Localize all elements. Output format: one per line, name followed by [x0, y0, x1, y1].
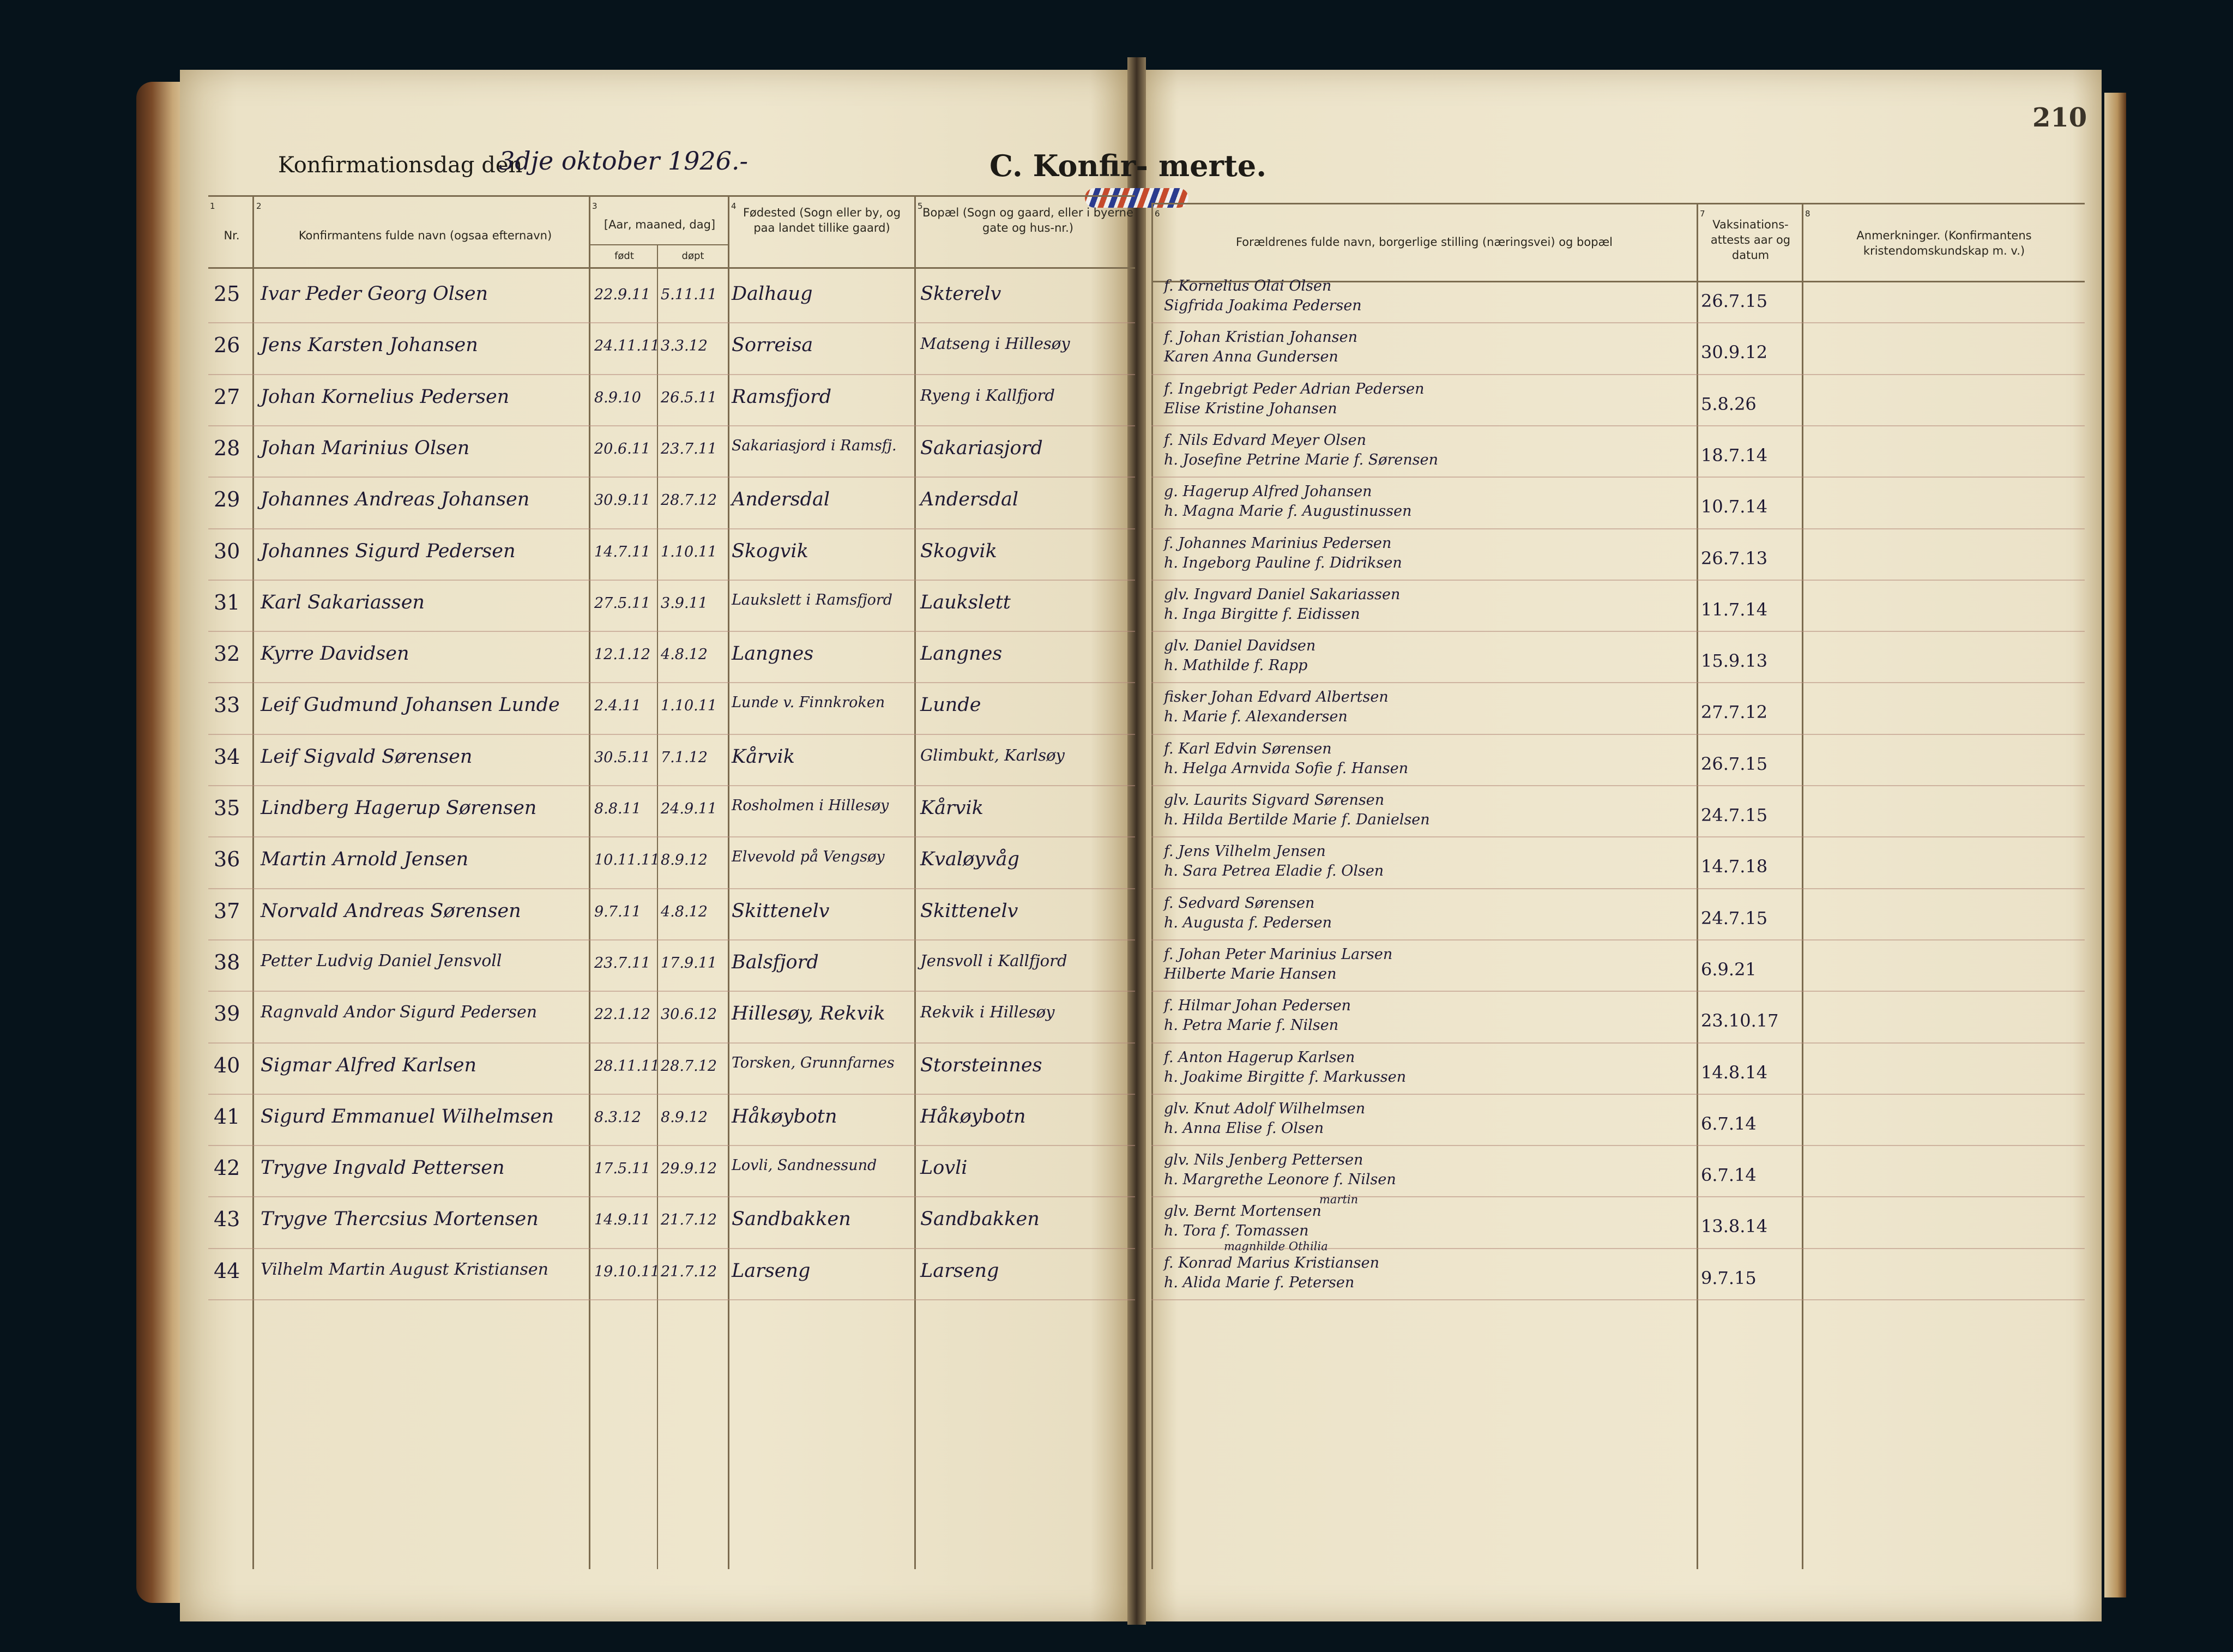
baptism-date: 17.9.11	[661, 954, 717, 972]
row-rule	[1151, 734, 2085, 735]
parent-mother: Hilberte Marie Hansen	[1164, 965, 1337, 982]
birthplace: Lovli, Sandnessund	[732, 1157, 877, 1174]
confirmand-name: Norvald Andreas Sørensen	[261, 900, 521, 922]
col-rule-nr	[252, 195, 254, 1569]
col3-number: 3	[592, 201, 598, 211]
baptism-date: 28.7.12	[661, 492, 717, 509]
row-rule	[208, 836, 1135, 837]
vaccination-date: 24.7.15	[1701, 805, 1768, 825]
birth-date: 23.7.11	[594, 954, 651, 972]
header-bottom-rule-left	[208, 267, 1135, 269]
baptism-date: 1.10.11	[661, 697, 717, 715]
residence: Langnes	[920, 643, 1003, 665]
row-rule	[208, 734, 1135, 735]
baptism-date: 23.7.11	[661, 440, 717, 457]
row-rule	[1151, 580, 2085, 581]
baptism-date: 24.9.11	[661, 800, 717, 817]
parent-father: glv. Bernt Mortensen	[1164, 1203, 1321, 1220]
residence: Skittenelv	[920, 900, 1018, 922]
birth-date: 19.10.11	[594, 1263, 660, 1280]
row-rule	[1151, 1145, 2085, 1146]
parent-mother: Elise Kristine Johansen	[1164, 400, 1337, 417]
vaccination-date: 24.7.15	[1701, 907, 1768, 929]
row-rule	[1151, 1094, 2085, 1095]
header-top-rule-left	[208, 195, 1135, 197]
col6-number: 6	[1155, 209, 1160, 219]
parent-father: glv. Knut Adolf Wilhelmsen	[1164, 1100, 1366, 1117]
entry-number: 43	[214, 1207, 240, 1232]
col-header-dates: [Aar, maaned, dag]	[603, 218, 716, 231]
vaccination-date: 14.7.18	[1701, 856, 1768, 877]
col-header-baptized: døpt	[681, 250, 704, 262]
confirmand-name: Johannes Sigurd Pedersen	[261, 540, 516, 562]
entry-number: 30	[214, 539, 240, 563]
col-header-birthplace: Fødested (Sogn eller by, og paa landet tillike gaard)	[743, 206, 901, 234]
baptism-date: 3.9.11	[661, 594, 708, 612]
parent-mother: h. Petra Marie f. Nilsen	[1164, 1017, 1339, 1034]
birth-date: 22.9.11	[594, 286, 651, 303]
residence: Skterelv	[920, 283, 1001, 305]
row-rule	[208, 1248, 1135, 1249]
entry-number: 29	[214, 487, 240, 512]
section-title-right: merte.	[1158, 148, 1267, 183]
row-rule	[1151, 322, 2085, 323]
page-number: 210	[2032, 103, 2087, 133]
col-header-vaccination: Vaksinations-attests aar og datum	[1710, 218, 1791, 262]
row-rule	[1151, 374, 2085, 375]
row-rule	[1151, 477, 2085, 478]
row-rule	[1151, 888, 2085, 889]
birth-date: 30.5.11	[594, 749, 651, 766]
parent-father: f. Sedvard Sørensen	[1164, 894, 1315, 912]
parent-mother: h. Helga Arnvida Sofie f. Hansen	[1164, 759, 1409, 777]
col-rule-born	[728, 195, 729, 1569]
parent-father-note: martin	[1319, 1193, 1359, 1207]
birthplace: Sorreisa	[732, 334, 813, 357]
row-rule	[1151, 425, 2085, 426]
vaccination-date: 5.8.26	[1701, 393, 1757, 414]
row-rule	[1151, 682, 2085, 683]
row-rule	[208, 1042, 1135, 1044]
row-rule	[1151, 631, 2085, 632]
residence: Jensvoll i Kallfjord	[920, 951, 1067, 970]
parent-mother: h. Sara Petrea Eladie f. Olsen	[1164, 863, 1384, 880]
col-header-parents: Forældrenes fulde navn, borgerlige stilling (næringsvei) og bopæl	[1235, 236, 1613, 249]
entry-number: 25	[214, 282, 240, 306]
residence: Lovli	[920, 1157, 968, 1179]
row-rule	[208, 888, 1135, 889]
parent-mother: h. Joakime Birgitte f. Markussen	[1164, 1068, 1407, 1086]
entry-number: 31	[214, 590, 240, 614]
parent-father: f. Johannes Marinius Pedersen	[1164, 534, 1392, 552]
row-rule	[208, 785, 1135, 786]
vaccination-date: 27.7.12	[1701, 702, 1768, 723]
confirmation-date-value: 3dje oktober 1926.-	[499, 146, 749, 176]
vaccination-date: 30.9.12	[1701, 342, 1768, 363]
row-rule	[208, 477, 1135, 478]
parent-father: f. Jens Vilhelm Jensen	[1164, 843, 1326, 860]
confirmand-name: Trygve Thercsius Mortensen	[261, 1208, 539, 1231]
confirmand-name: Martin Arnold Jensen	[261, 848, 469, 871]
birth-date: 9.7.11	[594, 903, 641, 920]
confirmation-date-label: Konfirmationsdag den	[278, 153, 523, 178]
parent-mother-note: magnhilde Othilia	[1224, 1240, 1328, 1253]
col-header-born: født	[614, 250, 634, 262]
parent-mother: h. Margrethe Leonore f. Nilsen	[1164, 1171, 1396, 1189]
row-rule	[208, 631, 1135, 632]
col4-number: 4	[731, 201, 737, 211]
col8-number: 8	[1805, 209, 1810, 219]
confirmand-name: Petter Ludvig Daniel Jensvoll	[261, 951, 502, 970]
vaccination-date: 26.7.15	[1701, 291, 1768, 311]
parent-mother: h. Magna Marie f. Augustinussen	[1164, 503, 1412, 520]
confirmand-name: Leif Sigvald Sørensen	[261, 745, 473, 768]
parent-mother: h. Augusta f. Pedersen	[1164, 914, 1332, 931]
entry-number: 27	[214, 384, 240, 409]
confirmand-name: Johan Kornelius Pedersen	[261, 385, 510, 408]
residence: Andersdal	[920, 489, 1019, 511]
birth-date: 14.9.11	[594, 1211, 651, 1229]
birth-date: 10.11.11	[594, 852, 660, 869]
parent-mother: Karen Anna Gundersen	[1164, 348, 1338, 366]
birth-date: 12.1.12	[594, 646, 651, 664]
row-rule	[208, 1145, 1135, 1146]
row-rule	[1151, 991, 2085, 992]
row-rule	[1151, 785, 2085, 786]
residence: Rekvik i Hillesøy	[920, 1003, 1055, 1022]
row-rule	[208, 425, 1135, 426]
row-rule	[208, 1196, 1135, 1197]
parent-father: g. Hagerup Alfred Johansen	[1164, 483, 1372, 501]
baptism-date: 21.7.12	[661, 1211, 717, 1229]
row-rule	[1151, 1042, 2085, 1044]
parent-father: f. Karl Edvin Sørensen	[1164, 740, 1332, 757]
parent-father: f. Anton Hagerup Karlsen	[1164, 1048, 1355, 1066]
birth-date: 24.11.11	[594, 337, 660, 355]
birthplace: Dalhaug	[732, 283, 813, 305]
parent-mother: h. Tora f. Tomassen	[1164, 1222, 1309, 1240]
vaccination-date: 10.7.14	[1701, 496, 1768, 517]
birthplace: Rosholmen i Hillesøy	[732, 797, 889, 814]
residence: Håkøybotn	[920, 1105, 1026, 1128]
col-header-notes: Anmerkninger. (Konfirmantens kristendomskundskap m. v.)	[1856, 229, 2032, 257]
parent-father: f. Hilmar Johan Pedersen	[1164, 997, 1351, 1015]
birthplace: Ramsfjord	[732, 385, 832, 408]
entry-number: 28	[214, 436, 240, 460]
entry-number: 40	[214, 1053, 240, 1077]
birthplace: Torsken, Grunnfarnes	[732, 1054, 895, 1071]
birth-date: 2.4.11	[594, 697, 641, 715]
entry-number: 33	[214, 693, 240, 718]
col2-number: 2	[256, 201, 262, 211]
birthplace: Larseng	[732, 1259, 811, 1282]
col-header-residence: Bopæl (Sogn og gaard, eller i byerne gate og hus-nr.)	[922, 206, 1133, 234]
birthplace: Sandbakken	[732, 1208, 851, 1231]
col7-number: 7	[1700, 209, 1705, 219]
vaccination-date: 6.7.14	[1701, 1113, 1757, 1134]
confirmand-name: Johannes Andreas Johansen	[261, 489, 530, 511]
confirmand-name: Leif Gudmund Johansen Lunde	[261, 694, 560, 716]
vaccination-date: 23.10.17	[1701, 1010, 1779, 1032]
entry-number: 37	[214, 899, 240, 923]
residence: Storsteinnes	[920, 1054, 1042, 1076]
parent-mother: h. Inga Birgitte f. Eidissen	[1164, 605, 1360, 623]
residence: Sakariasjord	[920, 437, 1043, 459]
baptism-date: 1.10.11	[661, 543, 717, 560]
baptism-date: 8.9.12	[661, 1108, 708, 1126]
row-rule	[1151, 939, 2085, 940]
row-rule	[208, 374, 1135, 375]
vaccination-date: 9.7.15	[1701, 1267, 1757, 1288]
confirmand-name: Trygve Ingvald Pettersen	[261, 1157, 505, 1179]
parent-mother: h. Josefine Petrine Marie f. Sørensen	[1164, 451, 1438, 468]
vaccination-date: 26.7.13	[1701, 547, 1768, 569]
confirmand-name: Ivar Peder Georg Olsen	[261, 283, 488, 305]
row-rule	[208, 939, 1135, 940]
confirmand-name: Sigurd Emmanuel Wilhelmsen	[261, 1105, 554, 1128]
parent-father: glv. Nils Jenberg Pettersen	[1164, 1151, 1363, 1169]
entry-number: 26	[214, 333, 240, 358]
confirmand-name: Ragnvald Andor Sigurd Pedersen	[261, 1003, 538, 1022]
parent-father: f. Kornelius Olai Olsen	[1164, 278, 1332, 294]
entry-number: 34	[214, 744, 240, 769]
baptism-date: 5.11.11	[661, 286, 717, 303]
birthplace: Langnes	[732, 643, 814, 665]
parent-father: f. Johan Kristian Johansen	[1164, 329, 1358, 346]
parent-father: fisker Johan Edvard Albertsen	[1164, 689, 1389, 706]
birthplace: Håkøybotn	[732, 1105, 837, 1128]
row-rule	[1151, 528, 2085, 529]
parent-father: glv. Ingvard Daniel Sakariassen	[1164, 586, 1401, 603]
parent-father: f. Konrad Marius Kristiansen	[1164, 1254, 1380, 1271]
birth-date: 8.8.11	[594, 800, 641, 817]
row-rule	[208, 1299, 1135, 1300]
parent-father: glv. Laurits Sigvard Sørensen	[1164, 792, 1385, 809]
confirmand-name: Lindberg Hagerup Sørensen	[261, 797, 537, 819]
baptism-date: 28.7.12	[661, 1057, 717, 1075]
vaccination-date: 11.7.14	[1701, 599, 1768, 620]
vaccination-date: 18.7.14	[1701, 444, 1768, 466]
residence: Larseng	[920, 1259, 999, 1282]
col-rule-parents	[1151, 203, 1153, 1569]
entry-number: 44	[214, 1258, 240, 1283]
confirmand-name: Sigmar Alfred Karlsen	[261, 1054, 477, 1076]
vaccination-date: 14.8.14	[1701, 1062, 1768, 1083]
parent-mother: h. Hilda Bertilde Marie f. Danielsen	[1164, 811, 1430, 828]
birth-date: 17.5.11	[594, 1160, 651, 1178]
vaccination-date: 6.7.14	[1701, 1165, 1757, 1186]
birth-date: 22.1.12	[594, 1006, 651, 1023]
parent-mother: h. Anna Elise f. Olsen	[1164, 1119, 1324, 1137]
entry-number: 42	[214, 1156, 240, 1180]
residence: Skogvik	[920, 540, 997, 562]
entry-number: 38	[214, 950, 240, 974]
row-rule	[208, 991, 1135, 992]
baptism-date: 4.8.12	[661, 646, 708, 664]
col-rule-dates	[657, 244, 658, 1569]
entry-number: 36	[214, 847, 240, 872]
birthplace: Kårvik	[732, 745, 795, 768]
birthplace: Hillesøy, Rekvik	[732, 1003, 885, 1025]
baptism-date: 30.6.12	[661, 1006, 717, 1023]
parent-father: glv. Daniel Davidsen	[1164, 637, 1316, 655]
col-rule-name	[589, 195, 590, 1569]
birth-date: 20.6.11	[594, 440, 651, 457]
residence: Ryeng i Kallfjord	[920, 385, 1055, 405]
birthplace: Elvevold på Vengsøy	[732, 848, 885, 866]
residence: Laukslett	[920, 591, 1011, 613]
parent-mother: h. Ingeborg Pauline f. Didriksen	[1164, 554, 1402, 571]
baptism-date: 7.1.12	[661, 749, 708, 766]
col-header-name: Konfirmantens fulde navn (ogsaa efternavn)	[298, 229, 552, 242]
parent-mother: h. Alida Marie f. Petersen	[1164, 1274, 1355, 1291]
birth-date: 28.11.11	[594, 1057, 660, 1075]
baptism-date: 29.9.12	[661, 1160, 717, 1178]
confirmand-name: Jens Karsten Johansen	[261, 334, 478, 357]
birthplace: Skogvik	[732, 540, 808, 562]
col-rule-notes	[1802, 203, 1803, 1569]
row-rule	[1151, 836, 2085, 837]
residence: Kvaløyvåg	[920, 848, 1019, 871]
residence: Matseng i Hillesøy	[920, 334, 1070, 353]
baptism-date: 8.9.12	[661, 852, 708, 869]
vaccination-date: 15.9.13	[1701, 650, 1768, 672]
vaccination-date: 13.8.14	[1701, 1216, 1768, 1237]
row-rule	[208, 682, 1135, 683]
residence: Sandbakken	[920, 1208, 1040, 1231]
entry-number: 32	[214, 642, 240, 666]
residence: Glimbukt, Karlsøy	[920, 745, 1065, 764]
birthplace: Skittenelv	[732, 900, 830, 922]
entry-number: 35	[214, 796, 240, 820]
residence: Lunde	[920, 694, 981, 716]
row-rule	[208, 322, 1135, 323]
row-rule	[208, 1094, 1135, 1095]
birthplace: Andersdal	[732, 489, 830, 511]
header-sub-rule	[589, 244, 728, 245]
birthplace: Sakariasjord i Ramsfj.	[732, 437, 897, 454]
baptism-date: 4.8.12	[661, 903, 708, 920]
parent-father: f. Ingebrigt Peder Adrian Pedersen	[1164, 380, 1425, 397]
baptism-date: 21.7.12	[661, 1263, 717, 1280]
birth-date: 30.9.11	[594, 492, 651, 509]
row-rule	[1151, 1299, 2085, 1300]
birth-date: 8.9.10	[594, 389, 641, 406]
birthplace: Balsfjord	[732, 951, 819, 973]
birth-date: 27.5.11	[594, 594, 651, 612]
row-rule	[1151, 1196, 2085, 1197]
birthplace: Lunde v. Finnkroken	[732, 694, 885, 712]
birthplace: Laukslett i Ramsfjord	[732, 591, 893, 608]
parent-father: f. Nils Edvard Meyer Olsen	[1164, 431, 1366, 449]
row-rule	[208, 528, 1135, 529]
vaccination-date: 6.9.21	[1701, 958, 1757, 980]
confirmand-name: Vilhelm Martin August Kristiansen	[261, 1259, 549, 1279]
vaccination-date: 26.7.15	[1701, 753, 1768, 774]
entry-number: 39	[214, 1002, 240, 1026]
col-rule-birthplace	[914, 195, 916, 1569]
confirmand-name: Karl Sakariassen	[261, 591, 425, 613]
section-title-left: C. Konfir-	[989, 148, 1148, 183]
col-rule-vacc	[1697, 203, 1698, 1569]
parent-mother: Sigfrida Joakima Pedersen	[1164, 297, 1362, 314]
col5-number: 5	[918, 201, 923, 211]
confirmand-name: Kyrre Davidsen	[261, 643, 409, 665]
birth-date: 8.3.12	[594, 1108, 641, 1126]
row-rule	[208, 580, 1135, 581]
residence: Kårvik	[920, 797, 983, 819]
entry-number: 41	[214, 1104, 240, 1129]
parent-mother: h. Mathilde f. Rapp	[1164, 657, 1308, 674]
book-spine	[1127, 57, 1146, 1625]
col1-number: 1	[210, 201, 215, 211]
col-header-nr: Nr.	[224, 229, 240, 242]
birth-date: 14.7.11	[594, 543, 651, 560]
baptism-date: 26.5.11	[661, 389, 717, 406]
parent-father: f. Johan Peter Marinius Larsen	[1164, 945, 1393, 963]
parent-mother: h. Marie f. Alexandersen	[1164, 708, 1348, 726]
confirmand-name: Johan Marinius Olsen	[261, 437, 470, 459]
baptism-date: 3.3.12	[661, 337, 708, 355]
header-top-rule-right	[1151, 203, 2085, 204]
